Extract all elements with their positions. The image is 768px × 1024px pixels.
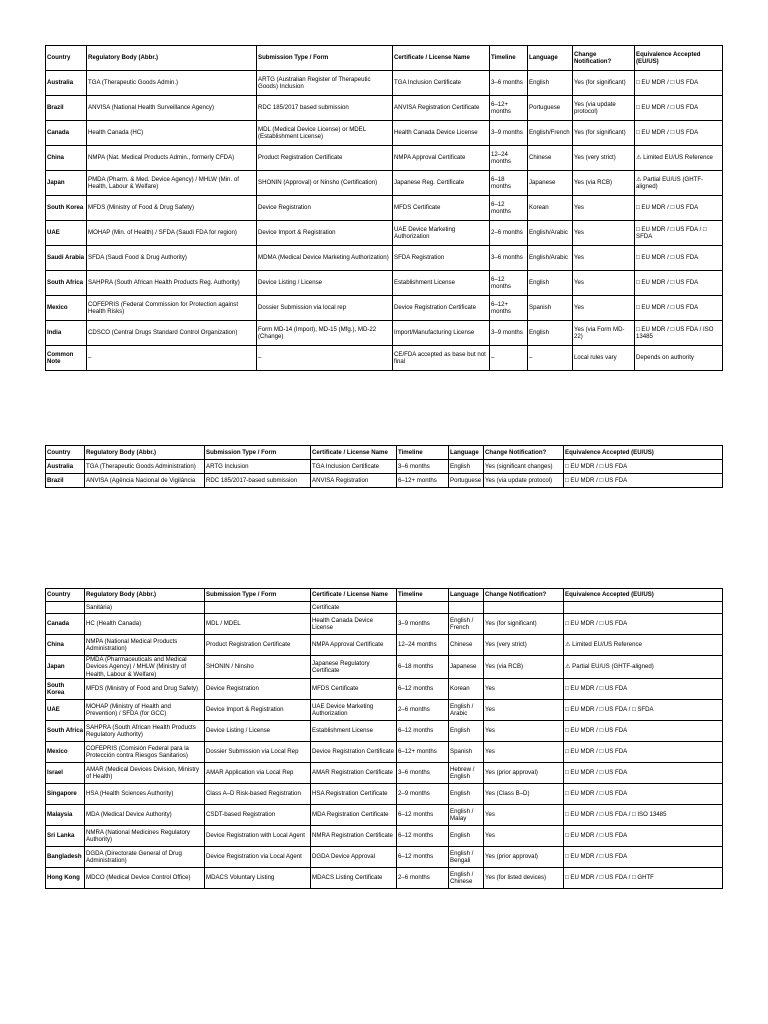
table-cell: MFDS (Ministry of Food & Drug Safety) — [87, 196, 257, 221]
country-cell: Common Note — [46, 346, 87, 371]
table-cell: DGDA (Directorate General of Drug Administration) — [85, 846, 205, 867]
country-cell: Malaysia — [46, 804, 85, 825]
table-cell: Japanese Regulatory Certificate — [311, 656, 397, 679]
table-cell: SHONIN (Approval) or Ninsho (Certification) — [257, 171, 393, 196]
table-cell: Yes — [484, 699, 564, 720]
column-header: Language — [449, 589, 484, 602]
table-cell: □ EU MDR / □ US FDA — [564, 741, 723, 762]
country-cell: Brazil — [46, 474, 85, 488]
table-cell: 3–6 months — [397, 460, 449, 474]
table-cell: □ EU MDR / □ US FDA — [564, 614, 723, 635]
table-cell: MOHAP (Min. of Health) / SFDA (Saudi FDA for region) — [87, 221, 257, 246]
table-cell: Device Registration Certificate — [311, 741, 397, 762]
column-header: Change Notification? — [573, 46, 635, 71]
table-cell: Portuguese — [449, 474, 484, 488]
country-cell: South Africa — [46, 720, 85, 741]
table-cell: SFDA (Saudi Food & Drug Authority) — [87, 246, 257, 271]
table-cell: 12–24 months — [397, 635, 449, 656]
table-cell: Yes (via Form MD-22) — [573, 321, 635, 346]
table-cell: Yes (for significant) — [573, 71, 635, 96]
table-cell: 6–12 months — [490, 196, 528, 221]
column-header: Regulatory Body (Abbr.) — [85, 589, 205, 602]
column-header: Certificate / License Name — [311, 589, 397, 602]
column-header: Country — [46, 46, 87, 71]
table-row — [46, 825, 723, 846]
column-header: Country — [46, 446, 85, 460]
country-cell: Japan — [46, 656, 85, 679]
column-header: Equivalence Accepted (EU/US) — [564, 589, 723, 602]
table-row — [46, 614, 723, 635]
table-cell: Yes (Class B–D) — [484, 783, 564, 804]
table-cell: Dossier Submission via Local Rep — [205, 741, 311, 762]
column-header: Language — [528, 46, 573, 71]
table-cell: Sanitária) — [85, 602, 205, 614]
country-cell: Canada — [46, 121, 87, 146]
table-row — [46, 474, 723, 488]
country-cell: Japan — [46, 171, 87, 196]
table-cell: 3–6 months — [490, 71, 528, 96]
column-header: Regulatory Body (Abbr.) — [85, 446, 205, 460]
country-cell: China — [46, 635, 85, 656]
header-row — [46, 589, 723, 602]
column-header: Certificate / License Name — [393, 46, 490, 71]
table-row — [46, 146, 723, 171]
table-cell: Product Registration Certificate — [205, 635, 311, 656]
country-cell: Australia — [46, 460, 85, 474]
table-cell: AMAR (Medical Devices Division, Ministry of Health) — [85, 762, 205, 783]
table-cell: ⚠ Partial EU/US (GHTF-aligned) — [635, 171, 723, 196]
table-cell: – — [490, 346, 528, 371]
regulatory-table-3 — [45, 588, 723, 889]
table-cell: Depends on authority — [635, 346, 723, 371]
table-cell: UAE Device Marketing Authorization — [393, 221, 490, 246]
table-row — [46, 720, 723, 741]
table-cell: Spanish — [449, 741, 484, 762]
table-cell: 6–12+ months — [397, 741, 449, 762]
table-row — [46, 246, 723, 271]
table-cell: Device Import & Registration — [257, 221, 393, 246]
table-cell: SAHPRA (South African Health Products Regulatory Authority) — [85, 720, 205, 741]
table-cell: English / Chinese — [449, 867, 484, 888]
table-row — [46, 71, 723, 96]
table-cell: Device Registration via Local Agent — [205, 846, 311, 867]
table-cell: English — [528, 271, 573, 296]
table-cell: SFDA Registration — [393, 246, 490, 271]
table-cell: 6–12 months — [397, 846, 449, 867]
column-header: Change Notification? — [484, 589, 564, 602]
table-cell: Health Canada Device License — [311, 614, 397, 635]
table-cell: – — [257, 346, 393, 371]
table-cell: Korean — [528, 196, 573, 221]
table-cell: MOHAP (Ministry of Health and Prevention) / SFDA (for GCC) — [85, 699, 205, 720]
table-cell: SHONIN / Ninsho — [205, 656, 311, 679]
table-cell: MDMA (Medical Device Marketing Authorization) — [257, 246, 393, 271]
table-row — [46, 346, 723, 371]
table-cell: Yes (via update protocol) — [484, 474, 564, 488]
table-cell: 3–6 months — [397, 762, 449, 783]
table-cell: Yes (very strict) — [573, 146, 635, 171]
table-cell: AMAR Application via Local Rep — [205, 762, 311, 783]
table-cell: Yes (very strict) — [484, 635, 564, 656]
country-cell — [46, 602, 85, 614]
table-cell: Device Listing / License — [205, 720, 311, 741]
table-cell: TGA Inclusion Certificate — [311, 460, 397, 474]
table-cell: Dossier Submission via local rep — [257, 296, 393, 321]
table-row — [46, 171, 723, 196]
table-cell: Class A–D Risk-based Registration — [205, 783, 311, 804]
table-cell: 3–6 months — [490, 246, 528, 271]
table-cell: COFEPRIS (Comisión Federal para la Protección contra Riesgos Sanitarios) — [85, 741, 205, 762]
table-cell: 6–18 months — [397, 656, 449, 679]
table-cell: HC (Health Canada) — [85, 614, 205, 635]
table-cell: TGA Inclusion Certificate — [393, 71, 490, 96]
table-cell: MDACS Voluntary Listing — [205, 867, 311, 888]
table-cell: English / Arabic — [449, 699, 484, 720]
table-row — [46, 321, 723, 346]
table-cell: Device Registration with Local Agent — [205, 825, 311, 846]
table-cell: □ EU MDR / □ US FDA / □ ISO 13485 — [564, 804, 723, 825]
table-cell: 6–12 months — [397, 804, 449, 825]
table-row — [46, 867, 723, 888]
table-row — [46, 221, 723, 246]
table-cell: □ EU MDR / □ US FDA — [635, 196, 723, 221]
table-cell: □ EU MDR / □ US FDA — [635, 71, 723, 96]
table-cell: MDA (Medical Device Authority) — [85, 804, 205, 825]
table-row — [46, 656, 723, 679]
table-row — [46, 678, 723, 699]
country-cell: Israel — [46, 762, 85, 783]
table-cell: COFEPRIS (Federal Commission for Protection against Health Risks) — [87, 296, 257, 321]
column-header: Equivalence Accepted (EU/US) — [564, 446, 723, 460]
table-cell: Establishment License — [311, 720, 397, 741]
column-header: Timeline — [397, 589, 449, 602]
table-cell: PMDA (Pharm. & Med. Device Agency) / MHLW (Min. of Health, Labour & Welfare) — [87, 171, 257, 196]
table-cell: □ EU MDR / □ US FDA — [564, 460, 723, 474]
table-cell: Spanish — [528, 296, 573, 321]
table-cell: HSA Registration Certificate — [311, 783, 397, 804]
table-cell: NMRA (National Medicines Regulatory Authority) — [85, 825, 205, 846]
table-cell: ⚠ Limited EU/US Reference — [564, 635, 723, 656]
table-cell: English — [449, 783, 484, 804]
table-cell: Yes — [573, 221, 635, 246]
table-cell: English/Arabic — [528, 221, 573, 246]
table-cell: Portuguese — [528, 96, 573, 121]
table-cell: English / French — [449, 614, 484, 635]
table-cell: 6–12 months — [397, 678, 449, 699]
table-cell: Yes (via RCB) — [573, 171, 635, 196]
table-row — [46, 804, 723, 825]
table-cell: 6–12 months — [397, 825, 449, 846]
table-cell: Device Import & Registration — [205, 699, 311, 720]
table-cell: MDACS Listing Certificate — [311, 867, 397, 888]
column-header: Timeline — [397, 446, 449, 460]
table-cell: □ EU MDR / □ US FDA — [564, 678, 723, 699]
table-row — [46, 762, 723, 783]
table-cell: Yes — [484, 804, 564, 825]
table-cell: 12–24 months — [490, 146, 528, 171]
table-cell: Yes (via RCB) — [484, 656, 564, 679]
table-cell: RDC 185/2017 based submission — [257, 96, 393, 121]
table-cell: Chinese — [528, 146, 573, 171]
table-cell: Hebrew / English — [449, 762, 484, 783]
table-cell: Yes (via update protocol) — [573, 96, 635, 121]
table-cell: Yes (prior approval) — [484, 762, 564, 783]
table-cell: English — [528, 321, 573, 346]
table-cell: □ EU MDR / □ US FDA / □ GHTF — [564, 867, 723, 888]
table-cell: 2–6 months — [490, 221, 528, 246]
table-cell — [397, 602, 449, 614]
table-cell: Japanese — [528, 171, 573, 196]
table-cell: DGDA Device Approval — [311, 846, 397, 867]
table-cell: CDSCO (Central Drugs Standard Control Organization) — [87, 321, 257, 346]
table-row — [46, 296, 723, 321]
table-cell: □ EU MDR / □ US FDA — [564, 825, 723, 846]
table-cell: ANVISA Registration — [311, 474, 397, 488]
table-cell: MDL / MDEL — [205, 614, 311, 635]
country-cell: South Korea — [46, 678, 85, 699]
table-cell: ANVISA (Agência Nacional de Vigilância — [85, 474, 205, 488]
table-cell: □ EU MDR / □ US FDA / □ SFDA — [635, 221, 723, 246]
column-header: Regulatory Body (Abbr.) — [87, 46, 257, 71]
table-cell: Yes — [484, 741, 564, 762]
table-row — [46, 96, 723, 121]
table-cell: HSA (Health Sciences Authority) — [85, 783, 205, 804]
table-cell: 6–12 months — [490, 271, 528, 296]
table-row — [46, 196, 723, 221]
table-cell: MDL (Medical Device License) or MDEL (Establishment License) — [257, 121, 393, 146]
table-cell: 3–9 months — [490, 121, 528, 146]
table-cell: English/French — [528, 121, 573, 146]
table-cell: English — [449, 825, 484, 846]
table-cell: Health Canada (HC) — [87, 121, 257, 146]
table-cell: □ EU MDR / □ US FDA — [635, 271, 723, 296]
table-cell: Japanese Reg. Certificate — [393, 171, 490, 196]
table-row — [46, 741, 723, 762]
table-cell: Yes (for listed devices) — [484, 867, 564, 888]
country-cell: India — [46, 321, 87, 346]
table-cell: Device Registration Certificate — [393, 296, 490, 321]
country-cell: Sri Lanka — [46, 825, 85, 846]
table-row — [46, 271, 723, 296]
table-row — [46, 635, 723, 656]
table-cell: TGA (Therapeutic Goods Admin.) — [87, 71, 257, 96]
table-cell: 6–18 months — [490, 171, 528, 196]
table-cell: ⚠ Partial EU/US (GHTF-aligned) — [564, 656, 723, 679]
table-cell — [484, 602, 564, 614]
country-cell: Singapore — [46, 783, 85, 804]
table-cell: □ EU MDR / □ US FDA / ISO 13485 — [635, 321, 723, 346]
country-cell: UAE — [46, 699, 85, 720]
table-cell: Import/Manufacturing License — [393, 321, 490, 346]
table-cell: MDCO (Medical Device Control Office) — [85, 867, 205, 888]
table-cell: Establishment License — [393, 271, 490, 296]
table-cell: Yes — [573, 196, 635, 221]
column-header: Change Notification? — [484, 446, 564, 460]
table-row — [46, 783, 723, 804]
table-cell: Yes — [484, 678, 564, 699]
table-cell: Yes — [573, 296, 635, 321]
country-cell: South Africa — [46, 271, 87, 296]
table-cell: Form MD-14 (Import), MD-15 (Mfg.), MD-22 (Change) — [257, 321, 393, 346]
table-cell: Yes — [484, 720, 564, 741]
country-cell: Australia — [46, 71, 87, 96]
table-cell: Yes — [573, 271, 635, 296]
table-cell: Chinese — [449, 635, 484, 656]
column-header: Submission Type / Form — [205, 446, 311, 460]
regulatory-table-2 — [45, 445, 723, 488]
table-cell: □ EU MDR / □ US FDA — [564, 783, 723, 804]
table-cell: □ EU MDR / □ US FDA — [635, 96, 723, 121]
table-cell: 6–12+ months — [397, 474, 449, 488]
header-row — [46, 446, 723, 460]
table-cell: □ EU MDR / □ US FDA — [564, 720, 723, 741]
table-cell: PMDA (Pharmaceuticals and Medical Devices Agency) / MHLW (Ministry of Health, Labour & Welfare) — [85, 656, 205, 679]
table-cell: □ EU MDR / □ US FDA — [564, 474, 723, 488]
table-cell: 2–9 months — [397, 783, 449, 804]
header-row — [46, 46, 723, 71]
table-cell: Health Canada Device License — [393, 121, 490, 146]
regulatory-table-1 — [45, 45, 723, 371]
country-cell: Saudi Arabia — [46, 246, 87, 271]
table-cell: Device Registration — [257, 196, 393, 221]
table-cell — [205, 602, 311, 614]
table-cell: NMPA (National Medical Products Administration) — [85, 635, 205, 656]
column-header: Submission Type / Form — [205, 589, 311, 602]
table-cell: Yes (prior approval) — [484, 846, 564, 867]
country-cell: Bangladesh — [46, 846, 85, 867]
table-cell: 3–9 months — [490, 321, 528, 346]
table-cell: AMAR Registration Certificate — [311, 762, 397, 783]
table-cell — [564, 602, 723, 614]
table-cell: ⚠ Limited EU/US Reference — [635, 146, 723, 171]
table-cell: □ EU MDR / □ US FDA — [635, 121, 723, 146]
table-cell: CE/FDA accepted as base but not final — [393, 346, 490, 371]
table-cell: ANVISA Registration Certificate — [393, 96, 490, 121]
table-cell: 2–6 months — [397, 867, 449, 888]
table-cell: TGA (Therapeutic Goods Administration) — [85, 460, 205, 474]
table-cell: □ EU MDR / □ US FDA — [635, 246, 723, 271]
column-header: Equivalence Accepted (EU/US) — [635, 46, 723, 71]
column-header: Submission Type / Form — [257, 46, 393, 71]
column-header: Language — [449, 446, 484, 460]
table-cell: □ EU MDR / □ US FDA / □ SFDA — [564, 699, 723, 720]
column-header: Certificate / License Name — [311, 446, 397, 460]
table-cell: Local rules vary — [573, 346, 635, 371]
table-cell: 6–12+ months — [490, 96, 528, 121]
table-cell: Yes (for significant) — [484, 614, 564, 635]
table-cell: 3–9 months — [397, 614, 449, 635]
table-cell: Certificate — [311, 602, 397, 614]
column-header: Country — [46, 589, 85, 602]
table-cell: NMRA Registration Certificate — [311, 825, 397, 846]
table-cell: English / Bengali — [449, 846, 484, 867]
table-cell: Yes (for significant) — [573, 121, 635, 146]
table-cell: Korean — [449, 678, 484, 699]
table-cell: English — [449, 460, 484, 474]
table-cell: MFDS Certificate — [311, 678, 397, 699]
column-header: Timeline — [490, 46, 528, 71]
table-cell: – — [87, 346, 257, 371]
table-cell: English/Arabic — [528, 246, 573, 271]
country-cell: UAE — [46, 221, 87, 246]
table-cell: NMPA Approval Certificate — [311, 635, 397, 656]
table-row — [46, 699, 723, 720]
table-cell: □ EU MDR / □ US FDA — [564, 762, 723, 783]
table-cell: Yes — [484, 825, 564, 846]
table-cell: English — [449, 720, 484, 741]
table-cell: 2–6 months — [397, 699, 449, 720]
country-cell: Mexico — [46, 741, 85, 762]
table-cell: Yes (significant changes) — [484, 460, 564, 474]
table-cell: NMPA Approval Certificate — [393, 146, 490, 171]
country-cell: China — [46, 146, 87, 171]
table-cell: 6–12 months — [397, 720, 449, 741]
country-cell: Mexico — [46, 296, 87, 321]
table-cell: NMPA (Nat. Medical Products Admin., formerly CFDA) — [87, 146, 257, 171]
table-cell: Device Listing / License — [257, 271, 393, 296]
table-cell: UAE Device Marketing Authorization — [311, 699, 397, 720]
table-cell: RDC 185/2017-based submission — [205, 474, 311, 488]
table-cell: English / Malay — [449, 804, 484, 825]
table-row — [46, 846, 723, 867]
table-cell: Product Registration Certificate — [257, 146, 393, 171]
table-row — [46, 602, 723, 614]
table-cell: □ EU MDR / □ US FDA — [564, 846, 723, 867]
table-cell: MFDS (Ministry of Food and Drug Safety) — [85, 678, 205, 699]
table-cell: MDA Registration Certificate — [311, 804, 397, 825]
table-row — [46, 460, 723, 474]
table-cell: SAHPRA (South African Health Products Reg. Authority) — [87, 271, 257, 296]
table-cell: □ EU MDR / □ US FDA — [635, 296, 723, 321]
country-cell: South Korea — [46, 196, 87, 221]
table-cell: Yes — [573, 246, 635, 271]
table-cell: ARTG Inclusion — [205, 460, 311, 474]
table-cell: ARTG (Australian Register of Therapeutic Goods) Inclusion — [257, 71, 393, 96]
table-cell: CSDT-based Registration — [205, 804, 311, 825]
country-cell: Hong Kong — [46, 867, 85, 888]
table-cell: MFDS Certificate — [393, 196, 490, 221]
table-cell: ANVISA (National Health Surveillance Agency) — [87, 96, 257, 121]
table-cell — [449, 602, 484, 614]
table-cell: English — [528, 71, 573, 96]
country-cell: Canada — [46, 614, 85, 635]
country-cell: Brazil — [46, 96, 87, 121]
table-cell: Device Registration — [205, 678, 311, 699]
table-cell: 6–12+ months — [490, 296, 528, 321]
table-cell: – — [528, 346, 573, 371]
table-row — [46, 121, 723, 146]
table-cell: Japanese — [449, 656, 484, 679]
